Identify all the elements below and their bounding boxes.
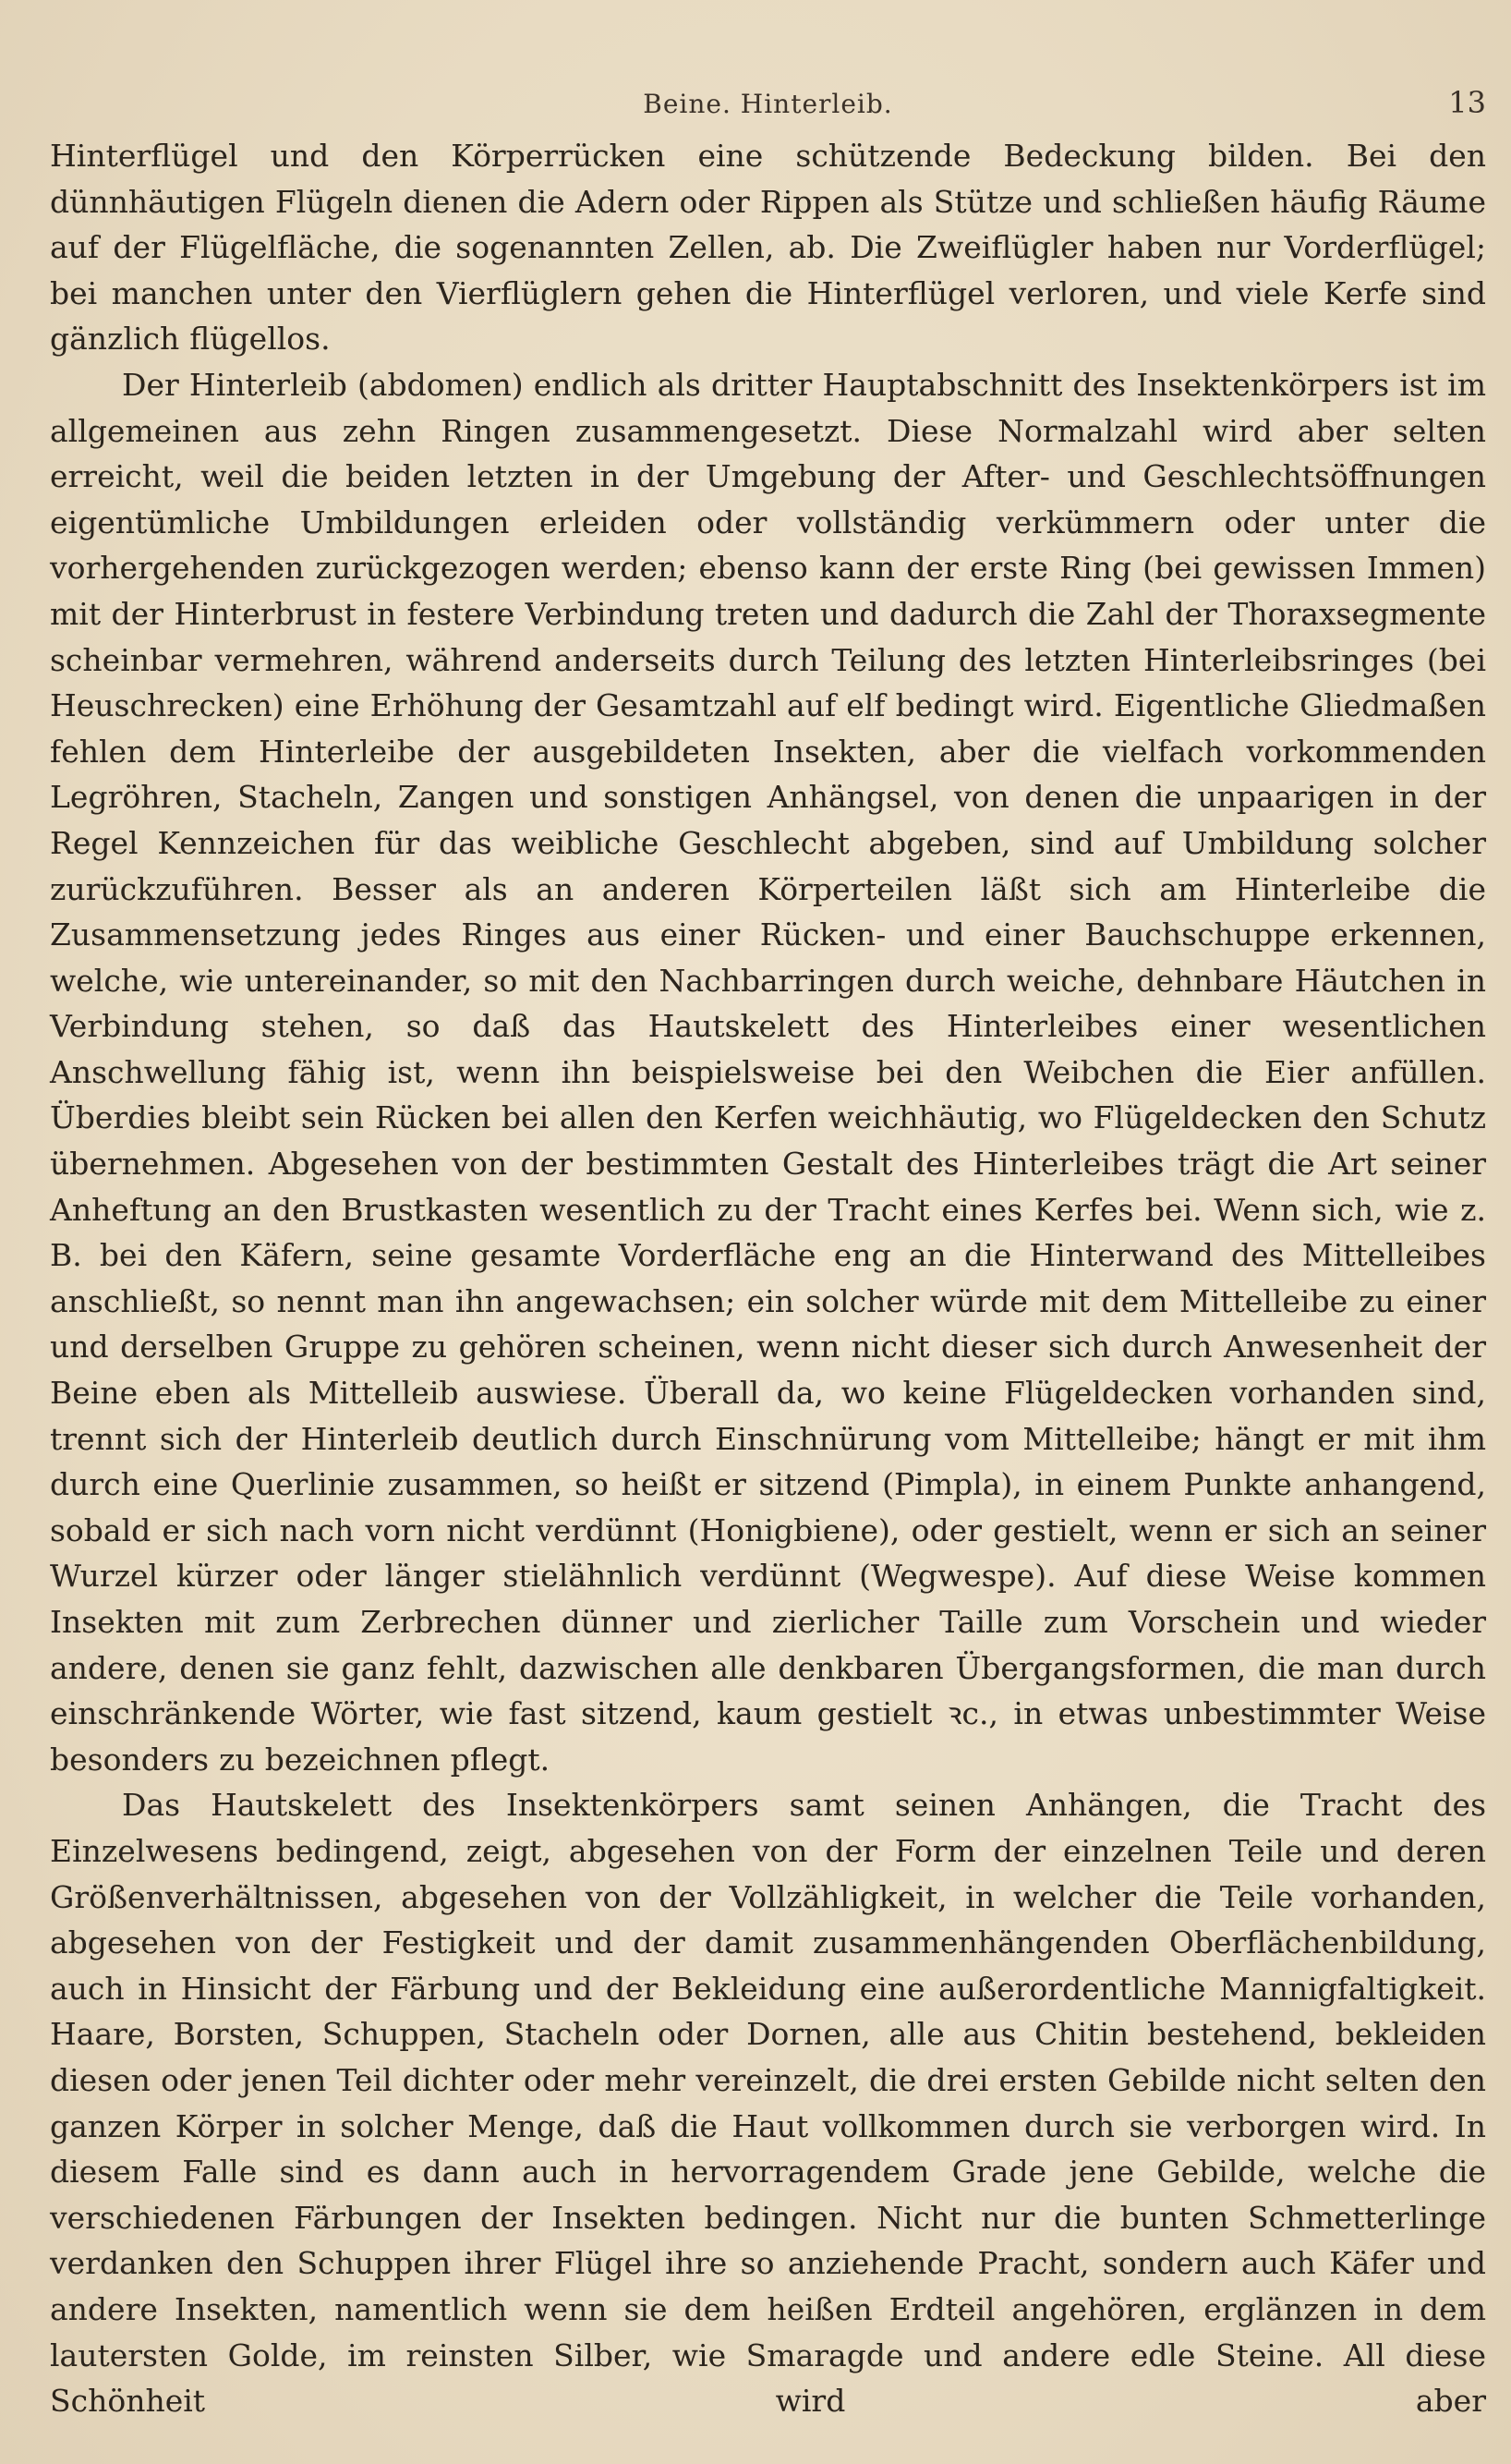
book-page xyxy=(50,81,1486,2446)
paragraph-2: Der Hinterleib (abdomen) endlich als dritter Hauptabschnitt des Insektenkörpers ist im allgemeinen aus zehn Ringen zusammengesetzt. Diese Normalzahl wird aber selten erreicht, weil die beiden letzten in der Umgebung der After- und Geschlechtsöffnungen eigentümliche Umbildungen erleiden oder vollständig verkümmern oder unter die vorhergehenden zurückgezogen werden; ebenso kann der erste Ring (bei gewissen Immen) mit der Hinterbrust in festere Verbindung treten und dadurch die Zahl der Thoraxsegmente scheinbar vermehren, während anderseits durch Teilung des letzten Hinterleibsringes (bei Heuschrecken) eine Erhöhung der Gesamtzahl auf elf bedingt wird. Eigentliche Gliedmaßen fehlen dem Hinterleibe der ausgebildeten Insekten, aber die vielfach vorkommenden Legröhren, Stacheln, Zangen und sonstigen Anhängsel, von denen die unpaarigen in der Regel Kennzeichen für das weibliche Geschlecht abgeben, sind auf Umbildung solcher zurückzuführen. Besser als an anderen Körperteilen läßt sich am Hinterleibe die Zusammensetzung jedes Ringes aus einer Rücken- und einer Bauchschuppe erkennen, welche, wie untereinander, so mit den Nachbarringen durch weiche, dehnbare Häutchen in Verbindung stehen, so daß das Hautskelett des Hinterleibes einer wesentlichen Anschwellung fähig ist, wenn ihn beispielsweise bei den Weibchen die Eier anfüllen. Überdies bleibt sein Rücken bei allen den Kerfen weichhäutig, wo Flügeldecken den Schutz übernehmen. Abgesehen von der bestimmten Gestalt des Hinterleibes trägt die Art seiner Anheftung an den Brustkasten wesentlich zu der Tracht eines Kerfes bei. Wenn sich, wie z. B. bei den Käfern, seine gesamte Vorderfläche eng an die Hinterwand des Mittelleibes anschließt, so nennt man ihn angewachsen; ein solcher würde mit dem Mittelleibe zu einer und derselben Gruppe zu gehören scheinen, wenn nicht dieser sich durch Anwesenheit der Beine eben als Mittelleib auswiese. Überall da, wo keine Flügeldecken vorhanden sind, trennt sich der Hinterleib deutlich durch Einschnürung vom Mittelleibe; hängt er mit ihm durch eine Querlinie zusammen, so heißt er sitzend (Pimpla), in einem Punkte anhangend, sobald er sich nach vorn nicht verdünnt (Honigbiene), oder gestielt, wenn er sich an seiner Wurzel kürzer oder länger stielähnlich verdünnt (Wegwespe). Auf diese Weise kommen Insekten mit zum Zerbrechen dünner und zierlicher Taille zum Vorschein und wieder andere, denen sie ganz fehlt, dazwischen alle denkbaren Übergangsformen, die man durch einschränkende Wörter, wie fast sitzend, kaum gestielt ꝛc., in etwas unbestimmter Weise besonders zu bezeichnen pflegt. xyxy=(50,366,1486,1778)
body-text xyxy=(50,133,1486,2424)
running-title: Beine. Hinterleib. xyxy=(643,89,893,119)
paragraph-3: Das Hautskelett des Insektenkörpers samt seinen Anhängen, die Tracht des Einzelwesens bedingend, zeigt, abgesehen von der Form der einzelnen Teile und deren Größenverhältnissen, abgesehen von der Vollzähligkeit, in welcher die Teile vorhanden, abgesehen von der Festigkeit und der damit zusammenhängenden Oberflächenbildung, auch in Hinsicht der Färbung und der Bekleidung eine außerordentliche Mannigfaltigkeit. Haare, Borsten, Schuppen, Stacheln oder Dornen, alle aus Chitin bestehend, bekleiden diesen oder jenen Teil dichter oder mehr vereinzelt, die drei ersten Gebilde nicht selten den ganzen Körper in solcher Menge, daß die Haut vollkommen durch sie verborgen wird. In diesem Falle sind es dann auch in hervorragendem Grade jene Gebilde, welche die verschiedenen Färbungen der Insekten bedingen. Nicht nur die bunten Schmetterlinge verdanken den Schuppen ihrer Flügel ihre so anziehende Pracht, sondern auch Käfer und andere Insekten, namentlich wenn sie dem heißen Erdteil angehören, erglänzen in dem lautersten Golde, im reinsten Silber, wie Smaragde und andere edle Steine. All diese Schönheit wird aber xyxy=(50,1787,1486,2420)
paragraph-1: Hinterflügel und den Körperrücken eine schützende Bedeckung bilden. Bei den dünnhäutigen Flügeln dienen die Adern oder Rippen als Stütze und schließen häufig Räume auf der Flügelfläche, die sogenannten Zellen, ab. Die Zweiflügler haben nur Vorderflügel; bei manchen unter den Vierflüglern gehen die Hinterflügel verloren, und viele Kerfe sind gänzlich flügellos. xyxy=(50,138,1486,358)
running-head xyxy=(50,81,1486,133)
page-number: 13 xyxy=(1448,85,1486,120)
